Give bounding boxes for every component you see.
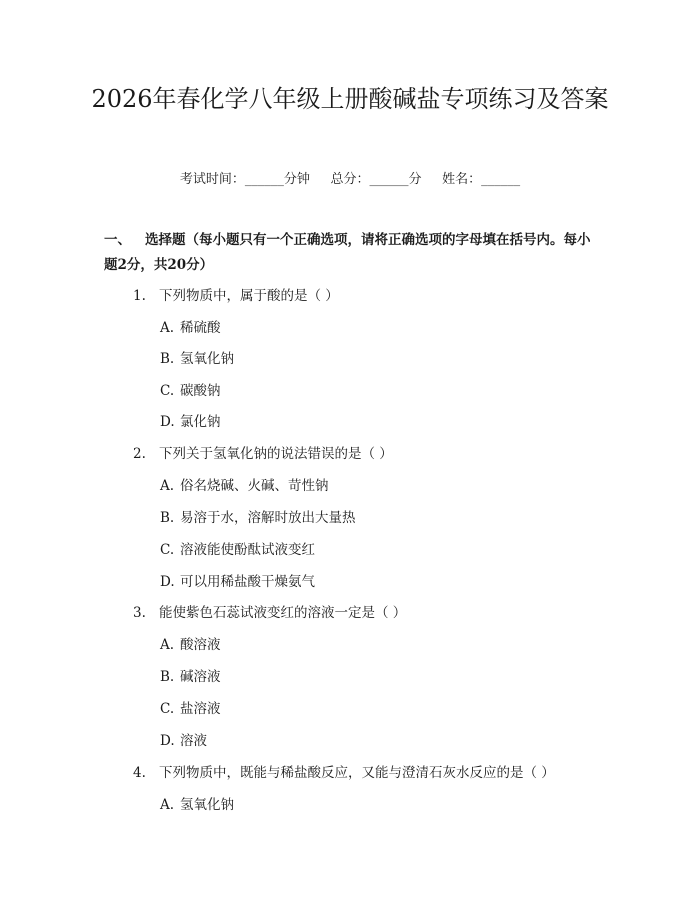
option (160, 665, 221, 685)
option-letter: D. (160, 733, 175, 749)
question-number: 3. (133, 605, 146, 621)
option-letter: A. (160, 320, 175, 336)
option-text: 氯化钠 (180, 414, 221, 430)
option (160, 316, 221, 336)
question (133, 601, 406, 621)
question (133, 284, 339, 304)
option (160, 633, 221, 653)
option-text: 易溶于水，溶解时放出大量热 (180, 510, 356, 526)
option (160, 347, 234, 367)
option-letter: C. (160, 542, 175, 558)
question-text: 下列物质中，属于酸的是（ ） (159, 288, 339, 304)
option (160, 474, 329, 494)
option-text: 盐溶液 (180, 701, 221, 717)
section-heading (104, 228, 596, 278)
option-text: 稀硫酸 (180, 320, 221, 336)
option-letter: A. (160, 478, 175, 494)
option-text: 氢氧化钠 (180, 797, 234, 813)
option-letter: D. (160, 574, 175, 590)
option-letter: C. (160, 701, 175, 717)
question-number: 2. (133, 446, 146, 462)
option (160, 729, 207, 749)
question (133, 761, 555, 781)
option-text: 俗名烧碱、火碱、苛性钠 (180, 478, 329, 494)
question-number: 4. (133, 765, 146, 781)
option (160, 793, 234, 813)
option-letter: B. (160, 669, 175, 685)
question-text: 下列关于氢氧化钠的说法错误的是（ ） (159, 446, 393, 462)
question-text: 能使紫色石蕊试液变红的溶液一定是（ ） (159, 605, 407, 621)
option-text: 碱溶液 (180, 669, 221, 685)
question (133, 442, 393, 462)
option-letter: A. (160, 797, 175, 813)
option (160, 410, 221, 430)
section-number: 一、 (104, 232, 131, 248)
exam-info: 考试时间：______分钟 总分：______分 姓名：______ (179, 172, 521, 187)
option-letter: A. (160, 637, 175, 653)
option-letter: B. (160, 351, 175, 367)
option (160, 697, 221, 717)
option-letter: D. (160, 414, 175, 430)
page-title: 2026年春化学八年级上册酸碱盐专项练习及答案 (91, 85, 609, 113)
option (160, 570, 315, 590)
option (160, 538, 315, 558)
question-number: 1. (133, 288, 146, 304)
option-letter: C. (160, 383, 175, 399)
section-instructions: 选择题（每小题只有一个正确选项，请将正确选项的字母填在括号内。每小题2分，共20分） (104, 232, 591, 273)
option-text: 酸溶液 (180, 637, 221, 653)
option-text: 可以用稀盐酸干燥氨气 (180, 574, 315, 590)
question-text: 下列物质中，既能与稀盐酸反应，又能与澄清石灰水反应的是（ ） (159, 765, 555, 781)
option-text: 氢氧化钠 (180, 351, 234, 367)
option-text: 碳酸钠 (180, 383, 221, 399)
option-text: 溶液 (180, 733, 207, 749)
option (160, 506, 356, 526)
option-text: 溶液能使酚酞试液变红 (180, 542, 315, 558)
option (160, 379, 221, 399)
option-letter: B. (160, 510, 175, 526)
